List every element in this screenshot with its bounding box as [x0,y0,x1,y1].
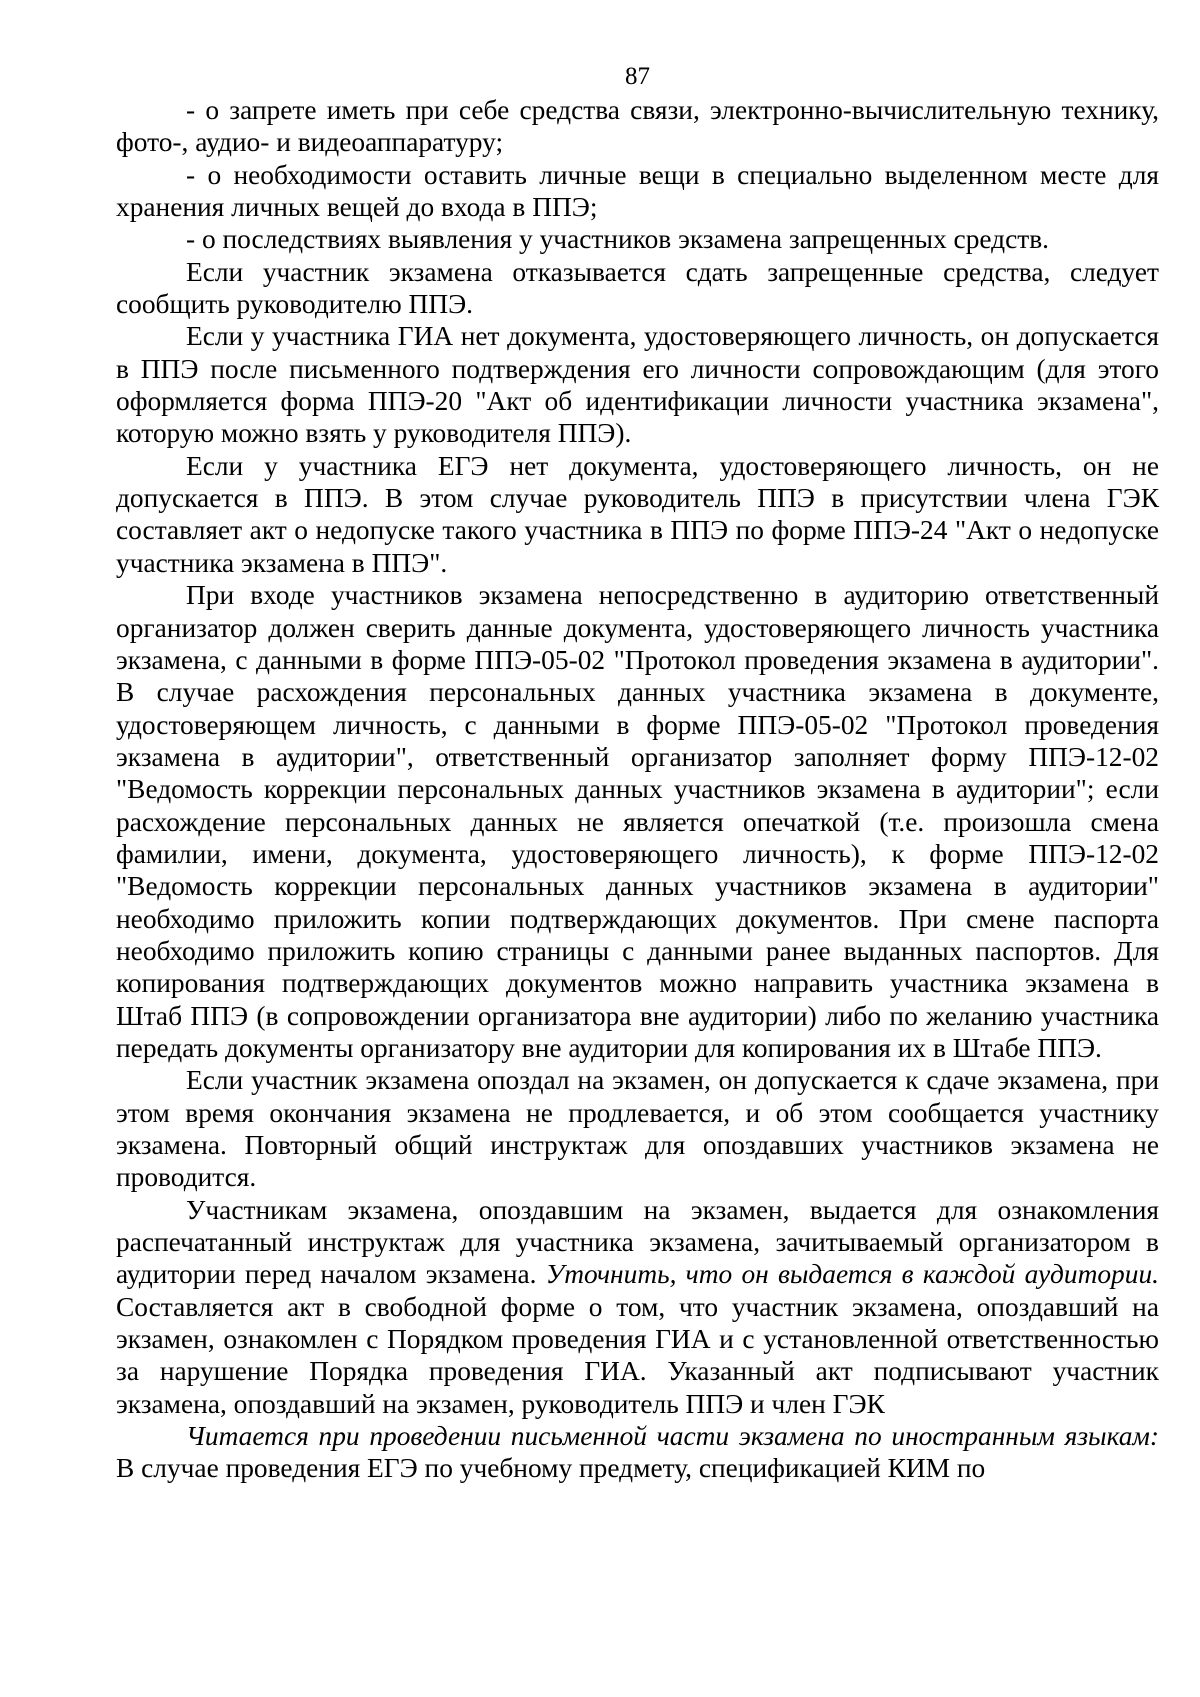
paragraph-document-check: При входе участников экзамена непосредственно в аудиторию ответственный организатор должен сверить данные документа, удостоверяющего личность участника экзамена, с данными в форме ППЭ-05-02 "Протокол проведения экзамена в аудитории". В случае расхождения персональных данных участника экзамена в документе, удостоверяющем личность, с данными в форме ППЭ-05-02 "Протокол проведения экзамена в аудитории", ответственный организатор заполняет форму ППЭ-12-02 "Ведомость коррекции персональных данных участников экзамена в аудитории"; если расхождение персональных данных не является опечаткой (т.е. произошла смена фамилии, имени, документа, удостоверяющего личность), к форме ППЭ-12-02 "Ведомость коррекции персональных данных участников экзамена в аудитории" необходимо приложить копии подтверждающих документов. При смене паспорта необходимо приложить копию страницы с данными ранее выданных паспортов. Для копирования подтверждающих документов можно направить участника экзамена в Штаб ППЭ (в сопровождении организатора вне аудитории) либо по желанию участника передать документы организатору вне аудитории для копирования их в Штабе ППЭ. [116,580,1159,1063]
paragraph-consequences: - о последствиях выявления у участников экзамена запрещенных средств. [186,224,1050,255]
paragraph-text: В случае проведения ЕГЭ по учебному предмету, спецификацией КИМ по [116,1453,986,1484]
italic-note: Читается при проведении письменной части экзамена по иностранным языкам: [186,1421,1159,1452]
paragraph-text: Участникам экзамена, опоздавшим на экзамен, выдается для ознакомления распечатанный инструктаж для участника экзамена, зачитываемый организатором в аудитории перед началом экзамена. [116,1194,1159,1290]
paragraph-ege-no-document: Если у участника ЕГЭ нет документа, удостоверяющего личность, он не допускается в ППЭ. В этом случае руководитель ППЭ в присутствии члена ГЭК составляет акт о недопуске такого участника в ППЭ по форме ППЭ-24 "Акт о недопуске участника экзамена в ППЭ". [116,450,1159,578]
italic-note: Уточнить, что он выдается в каждой аудитории. [545,1259,1159,1290]
page-number: 87 [625,63,650,90]
paragraph-gia-no-document: Если у участника ГИА нет документа, удостоверяющего личность, он допускается в ППЭ после письменного подтверждения его личности сопровождающим (для этого оформляется форма ППЭ-20 "Акт об идентификации личности участника экзамена", которую можно взять у руководителя ППЭ). [116,321,1159,449]
paragraph-ban-devices: - о запрете иметь при себе средства связи, электронно-вычислительную технику, фото-, аудио- и видеоаппаратуру; [116,95,1159,158]
document-body [116,94,1159,1485]
paragraph-foreign-languages [116,1420,1159,1485]
paragraph-text: Составляется акт в свободной форме о том, что участник экзамена, опоздавший на экзамен, ознакомлен с Порядком проведения ГИА и с установленной ответственностью за нарушение Порядка проведения ГИА. Указанный акт подписывают участник экзамена, опоздавший на экзамен, руководитель ППЭ и член ГЭК [116,1291,1159,1419]
paragraph-personal-items: - о необходимости оставить личные вещи в специально выделенном месте для хранения личных вещей до входа в ППЭ; [116,159,1159,223]
paragraph-late-arrival: Если участник экзамена опоздал на экзамен, он допускается к сдаче экзамена, при этом время окончания экзамена не продлевается, и об этом сообщается участнику экзамена. Повторный общий инструктаж для опоздавших участников экзамена не проводится. [116,1065,1159,1193]
paragraph-refusal: Если участник экзамена отказывается сдать запрещенные средства, следует сообщить руководителю ППЭ. [116,256,1159,320]
paragraph-late-instructions [116,1194,1159,1420]
document-page [116,62,1159,1485]
